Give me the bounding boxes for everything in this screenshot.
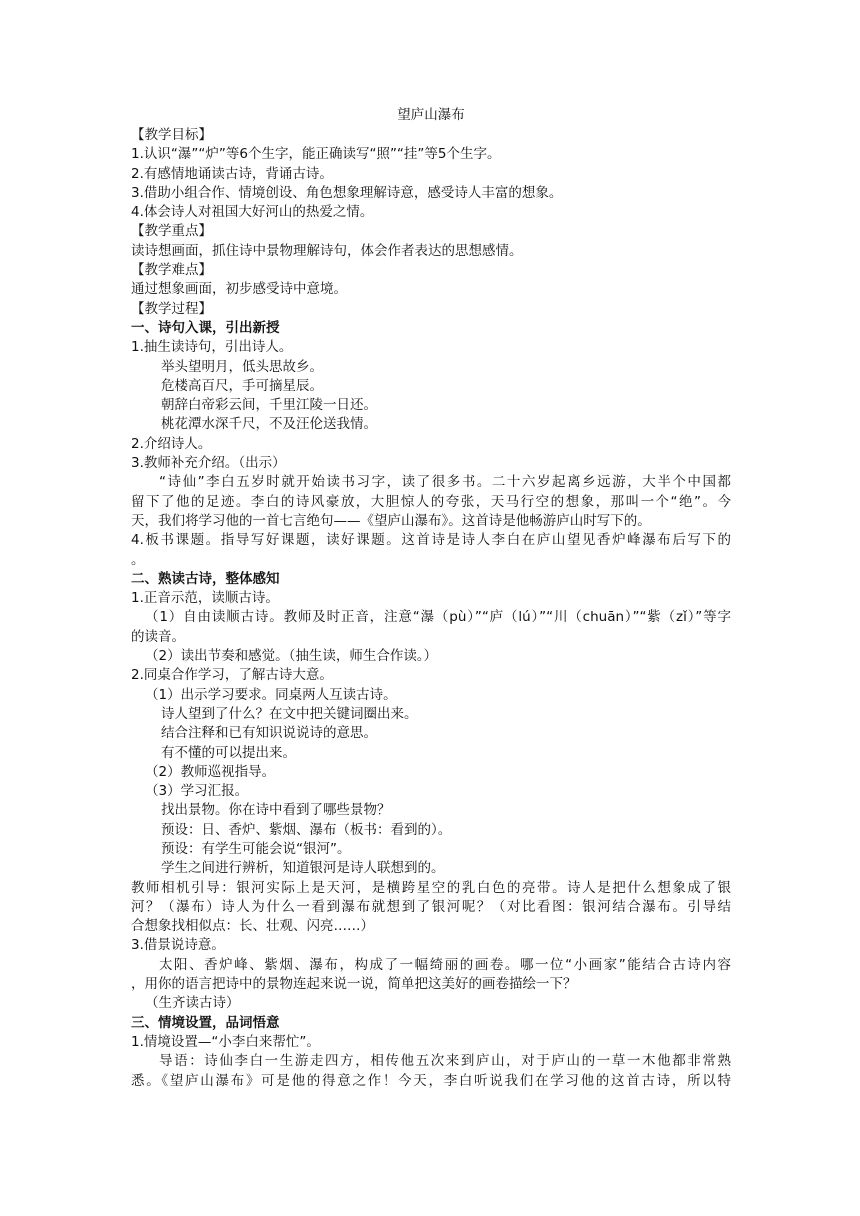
text-line: 危楼高百尺，手可摘星辰。 (161, 377, 323, 394)
text-line: 2.有感情地诵读古诗，背诵古诗。 (131, 165, 333, 182)
text-line: 1.认识“瀑”“炉”等6个生字，能正确读写“照”“挂”等5个生字。 (131, 146, 501, 163)
text-line: 悉。《望庐山瀑布》可是他的得意之作！今天，李白听说我们在学习他的这首古诗，所以特 (131, 1072, 731, 1089)
text-line: 有不懂的可以提出来。 (161, 744, 296, 761)
text-line: 的读音。 (131, 628, 185, 645)
text-line: 2.介绍诗人。 (131, 435, 212, 452)
text-line: 1.抽生读诗句，引出诗人。 (131, 339, 293, 356)
text-line: 导语：诗仙李白一生游走四方，相传他五次来到庐山，对于庐山的一草一木他都非常熟 (159, 1053, 731, 1070)
text-line: 【教学重点】 (131, 223, 212, 240)
text-line: 学生之间进行辨析，知道银河是诗人联想到的。 (161, 860, 445, 877)
text-line: （2）读出节奏和感觉。（抽生读，师生合作读。） (145, 648, 438, 665)
text-line: 预设：有学生可能会说“银河”。 (161, 840, 351, 857)
text-line: 合想象找相似点：长、壮观、闪亮……） (131, 918, 374, 935)
text-line: 读诗想画面，抓住诗中景物理解诗句，体会作者表达的思想感情。 (131, 242, 523, 259)
text-line: 3.教师补充介绍。（出示） (131, 455, 286, 472)
document-page (131, 104, 731, 1091)
section-heading: 一、诗句入课，引出新授 (131, 319, 280, 336)
text-line: （3）学习汇报。 (145, 783, 249, 800)
section-heading: 二、熟读古诗，整体感知 (131, 570, 280, 587)
text-line: 举头望明月，低头思故乡。 (161, 358, 323, 375)
text-line: 找出景物。你在诗中看到了哪些景物？ (161, 802, 391, 819)
text-line: 。 (131, 551, 145, 568)
text-line: （2）教师巡视指导。 (145, 763, 276, 780)
document-title: 望庐山瀑布 (397, 107, 465, 123)
text-line: 3.借景说诗意。 (131, 937, 225, 954)
text-line: （1）自由读顺古诗。教师及时正音，注意“瀑（pù）”“庐（lú）”“川（chuān）”“紫（zǐ）”等字 (145, 609, 731, 626)
text-line: 河？（瀑布）诗人为什么一看到瀑布就想到了银河呢？（对比看图：银河结合瀑布。引导结 (131, 898, 731, 915)
text-line: 桃花潭水深千尺，不及汪伦送我情。 (161, 416, 377, 433)
text-line: 1.正音示范，读顺古诗。 (131, 590, 279, 607)
text-line: 1.情境设置—“小李白来帮忙”。 (131, 1033, 320, 1050)
text-line: （生齐读古诗） (145, 995, 240, 1012)
text-line: “诗仙”李白五岁时就开始读书习字，读了很多书。二十六岁起离乡远游，大半个中国都 (159, 474, 731, 491)
text-line: 3.借助小组合作、情境创设、角色想象理解诗意，感受诗人丰富的想象。 (131, 184, 563, 201)
text-line: 留下了他的足迹。李白的诗风豪放，大胆惊人的夸张，天马行空的想象，那叫一个“绝”。今 (131, 493, 731, 510)
text-line: 2.同桌合作学习，了解古诗大意。 (131, 667, 333, 684)
text-line: 4.体会诗人对祖国大好河山的热爱之情。 (131, 204, 374, 221)
text-line: 【教学目标】 (131, 127, 212, 143)
text-line: （1）出示学习要求。同桌两人互读古诗。 (145, 686, 397, 703)
text-line: 【教学难点】 (131, 262, 212, 279)
text-line: 太阳、香炉峰、紫烟、瀑布，构成了一幅绮丽的画卷。哪一位“小画家”能结合古诗内容 (159, 956, 731, 973)
text-line: 诗人望到了什么？在文中把关键词圈出来。 (161, 705, 418, 722)
text-line: 4.板书课题。指导写好课题，读好课题。这首诗是诗人李白在庐山望见香炉峰瀑布后写下的 (131, 532, 731, 549)
section-heading: 三、情境设置，品词悟意 (131, 1014, 280, 1031)
text-line: 朝辞白帝彩云间，千里江陵一日还。 (161, 397, 377, 414)
text-line: 预设：日、香炉、紫烟、瀑布（板书：看到的）。 (161, 821, 452, 838)
text-line: 通过想象画面，初步感受诗中意境。 (131, 281, 347, 298)
text-line: 教师相机引导：银河实际上是天河，是横跨星空的乳白色的亮带。诗人是把什么想象成了银 (131, 879, 731, 896)
document-body (131, 126, 731, 1091)
text-line: 结合注释和已有知识说说诗的意思。 (161, 725, 377, 742)
text-line: 【教学过程】 (131, 300, 212, 317)
text-line: ，用你的语言把诗中的景物连起来说一说，简单把这美好的画卷描绘一下？ (131, 976, 577, 993)
text-line: 天，我们将学习他的一首七言绝句——《望庐山瀑布》。这首诗是他畅游庐山时写下的。 (131, 512, 651, 529)
